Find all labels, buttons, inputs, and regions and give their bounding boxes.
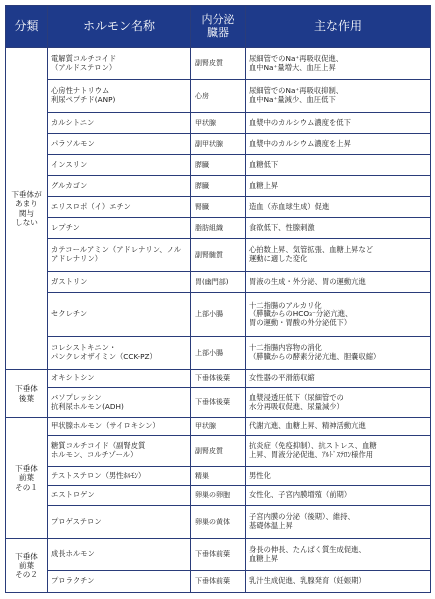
main-action: 子宮内膜の分泌（後期）、維持、 基礎体温上昇	[246, 506, 431, 539]
table-row	[6, 436, 431, 467]
hormone-name: エリスロポ（イ）エチン	[48, 197, 191, 218]
table-row	[6, 272, 431, 293]
table-row	[6, 467, 431, 486]
hormone-table	[5, 5, 431, 593]
table-row	[6, 113, 431, 134]
hormone-name: オキシトシン	[48, 370, 191, 388]
table-row	[6, 218, 431, 239]
table-row	[6, 337, 431, 370]
endocrine-organ: 精巣	[191, 467, 246, 486]
endocrine-organ: 副腎髄質	[191, 239, 246, 272]
endocrine-organ: 下垂体後葉	[191, 388, 246, 418]
hormone-name: プロゲステロン	[48, 506, 191, 539]
hormone-name: インスリン	[48, 155, 191, 176]
main-action: 血糖上昇	[246, 176, 431, 197]
endocrine-organ: 心房	[191, 80, 246, 113]
endocrine-organ: 胃(幽門部)	[191, 272, 246, 293]
main-action: 血漿浸透圧低下（尿細管での 水分再吸収促進、尿量減少）	[246, 388, 431, 418]
group-label-anterior-pituitary-1: 下垂体 前葉 その１	[6, 418, 48, 539]
main-action: 血漿中のカルシウム濃度を低下	[246, 113, 431, 134]
hormone-name: 甲状腺ホルモン（サイロキシン）	[48, 418, 191, 436]
hormone-name: グルカゴン	[48, 176, 191, 197]
header-hormone-name: ホルモン名称	[48, 6, 191, 48]
main-action: 代謝亢進、血糖上昇、精神活動亢進	[246, 418, 431, 436]
endocrine-organ: 卵巣の卵胞	[191, 486, 246, 506]
hormone-name: 心房性ナトリウム 利尿ペプチド(ANP)	[48, 80, 191, 113]
header-main-action: 主な作用	[246, 6, 431, 48]
hormone-name: プロラクチン	[48, 571, 191, 593]
main-action: 心拍数上昇、気管拡張、血糖上昇など 運動に適した変化	[246, 239, 431, 272]
table-row	[6, 506, 431, 539]
table-row	[6, 388, 431, 418]
main-action: 食欲低下、性腺刺激	[246, 218, 431, 239]
group-label-anterior-pituitary-2: 下垂体 前葉 その２	[6, 539, 48, 593]
endocrine-organ: 膵臓	[191, 155, 246, 176]
main-action: 十二指腸内容物の消化 （膵臓からの酵素分泌亢進、胆嚢収縮）	[246, 337, 431, 370]
main-action: 尿細管でのNa⁺再吸収促進、 血中Na⁺量増大、血圧上昇	[246, 48, 431, 80]
hormone-name: 成長ホルモン	[48, 539, 191, 571]
endocrine-organ: 膵臓	[191, 176, 246, 197]
main-action: 血糖低下	[246, 155, 431, 176]
endocrine-organ: 副腎皮質	[191, 436, 246, 467]
hormone-name: パラソルモン	[48, 134, 191, 155]
hormone-name: バソプレッシン 抗利尿ホルモン(ADH)	[48, 388, 191, 418]
main-action: 女性化、子宮内膜増殖（前期）	[246, 486, 431, 506]
hormone-name: 糖質コルチコイド（副腎皮質 ホルモン、コルチゾール）	[48, 436, 191, 467]
main-action: 血漿中のカルシウム濃度を上昇	[246, 134, 431, 155]
table-row	[6, 370, 431, 388]
endocrine-organ: 上部小腸	[191, 337, 246, 370]
main-action: 乳汁生成促進、乳腺発育（妊娠期）	[246, 571, 431, 593]
endocrine-organ: 甲状腺	[191, 113, 246, 134]
hormone-name: エストロゲン	[48, 486, 191, 506]
table-row	[6, 176, 431, 197]
main-action: 十二指腸のアルカリ化 （膵臓からのHCO₃⁻分泌亢進、 胃の運動・胃酸の外分泌低下）	[246, 293, 431, 337]
group-label-posterior-pituitary: 下垂体 後葉	[6, 370, 48, 418]
main-action: 尿細管でのNa⁺再吸収抑制、 血中Na⁺量減少、血圧低下	[246, 80, 431, 113]
table-row	[6, 571, 431, 593]
group-label-non-pituitary: 下垂体が あまり 関与 しない	[6, 48, 48, 370]
table-row	[6, 155, 431, 176]
hormone-name: レプチン	[48, 218, 191, 239]
main-action: 男性化	[246, 467, 431, 486]
table-row	[6, 134, 431, 155]
main-action: 造血（赤血球生成）促進	[246, 197, 431, 218]
endocrine-organ: 脂肪組織	[191, 218, 246, 239]
endocrine-organ: 腎臓	[191, 197, 246, 218]
endocrine-organ: 上部小腸	[191, 293, 246, 337]
hormone-name: コレシストキニン・ パンクレオザイミン（CCK-PZ）	[48, 337, 191, 370]
hormone-name: テストステロン（男性ﾎﾙﾓﾝ）	[48, 467, 191, 486]
hormone-name: 電解質コルチコイド （アルドステロン）	[48, 48, 191, 80]
endocrine-organ: 副腎皮質	[191, 48, 246, 80]
endocrine-organ: 下垂体後葉	[191, 370, 246, 388]
main-action: 胃液の生成・外分泌、胃の運動亢進	[246, 272, 431, 293]
table-row	[6, 539, 431, 571]
table-row	[6, 293, 431, 337]
table-row	[6, 197, 431, 218]
endocrine-organ: 下垂体前葉	[191, 539, 246, 571]
endocrine-organ: 卵巣の黄体	[191, 506, 246, 539]
table-row	[6, 80, 431, 113]
table-row	[6, 239, 431, 272]
hormone-name: ガストリン	[48, 272, 191, 293]
table-row	[6, 486, 431, 506]
endocrine-organ: 下垂体前葉	[191, 571, 246, 593]
table-row	[6, 418, 431, 436]
main-action: 女性器の平滑筋収縮	[246, 370, 431, 388]
header-row	[6, 6, 431, 48]
main-action: 身長の伸長、たんぱく質生成促進、 血糖上昇	[246, 539, 431, 571]
header-group: 分類	[6, 6, 48, 48]
table-row	[6, 48, 431, 80]
endocrine-organ: 副甲状腺	[191, 134, 246, 155]
endocrine-organ: 甲状腺	[191, 418, 246, 436]
header-endocrine-organ: 内分泌 臓器	[191, 6, 246, 48]
main-action: 抗炎症（免疫抑制）、抗ストレス、血糖 上昇、胃液分泌促進、ｱﾙﾄﾞｽﾃﾛﾝ様作用	[246, 436, 431, 467]
hormone-name: カルシトニン	[48, 113, 191, 134]
hormone-name: カテコールアミン（アドレナリン、ノルアドレナリン）	[48, 239, 191, 272]
hormone-name: セクレチン	[48, 293, 191, 337]
